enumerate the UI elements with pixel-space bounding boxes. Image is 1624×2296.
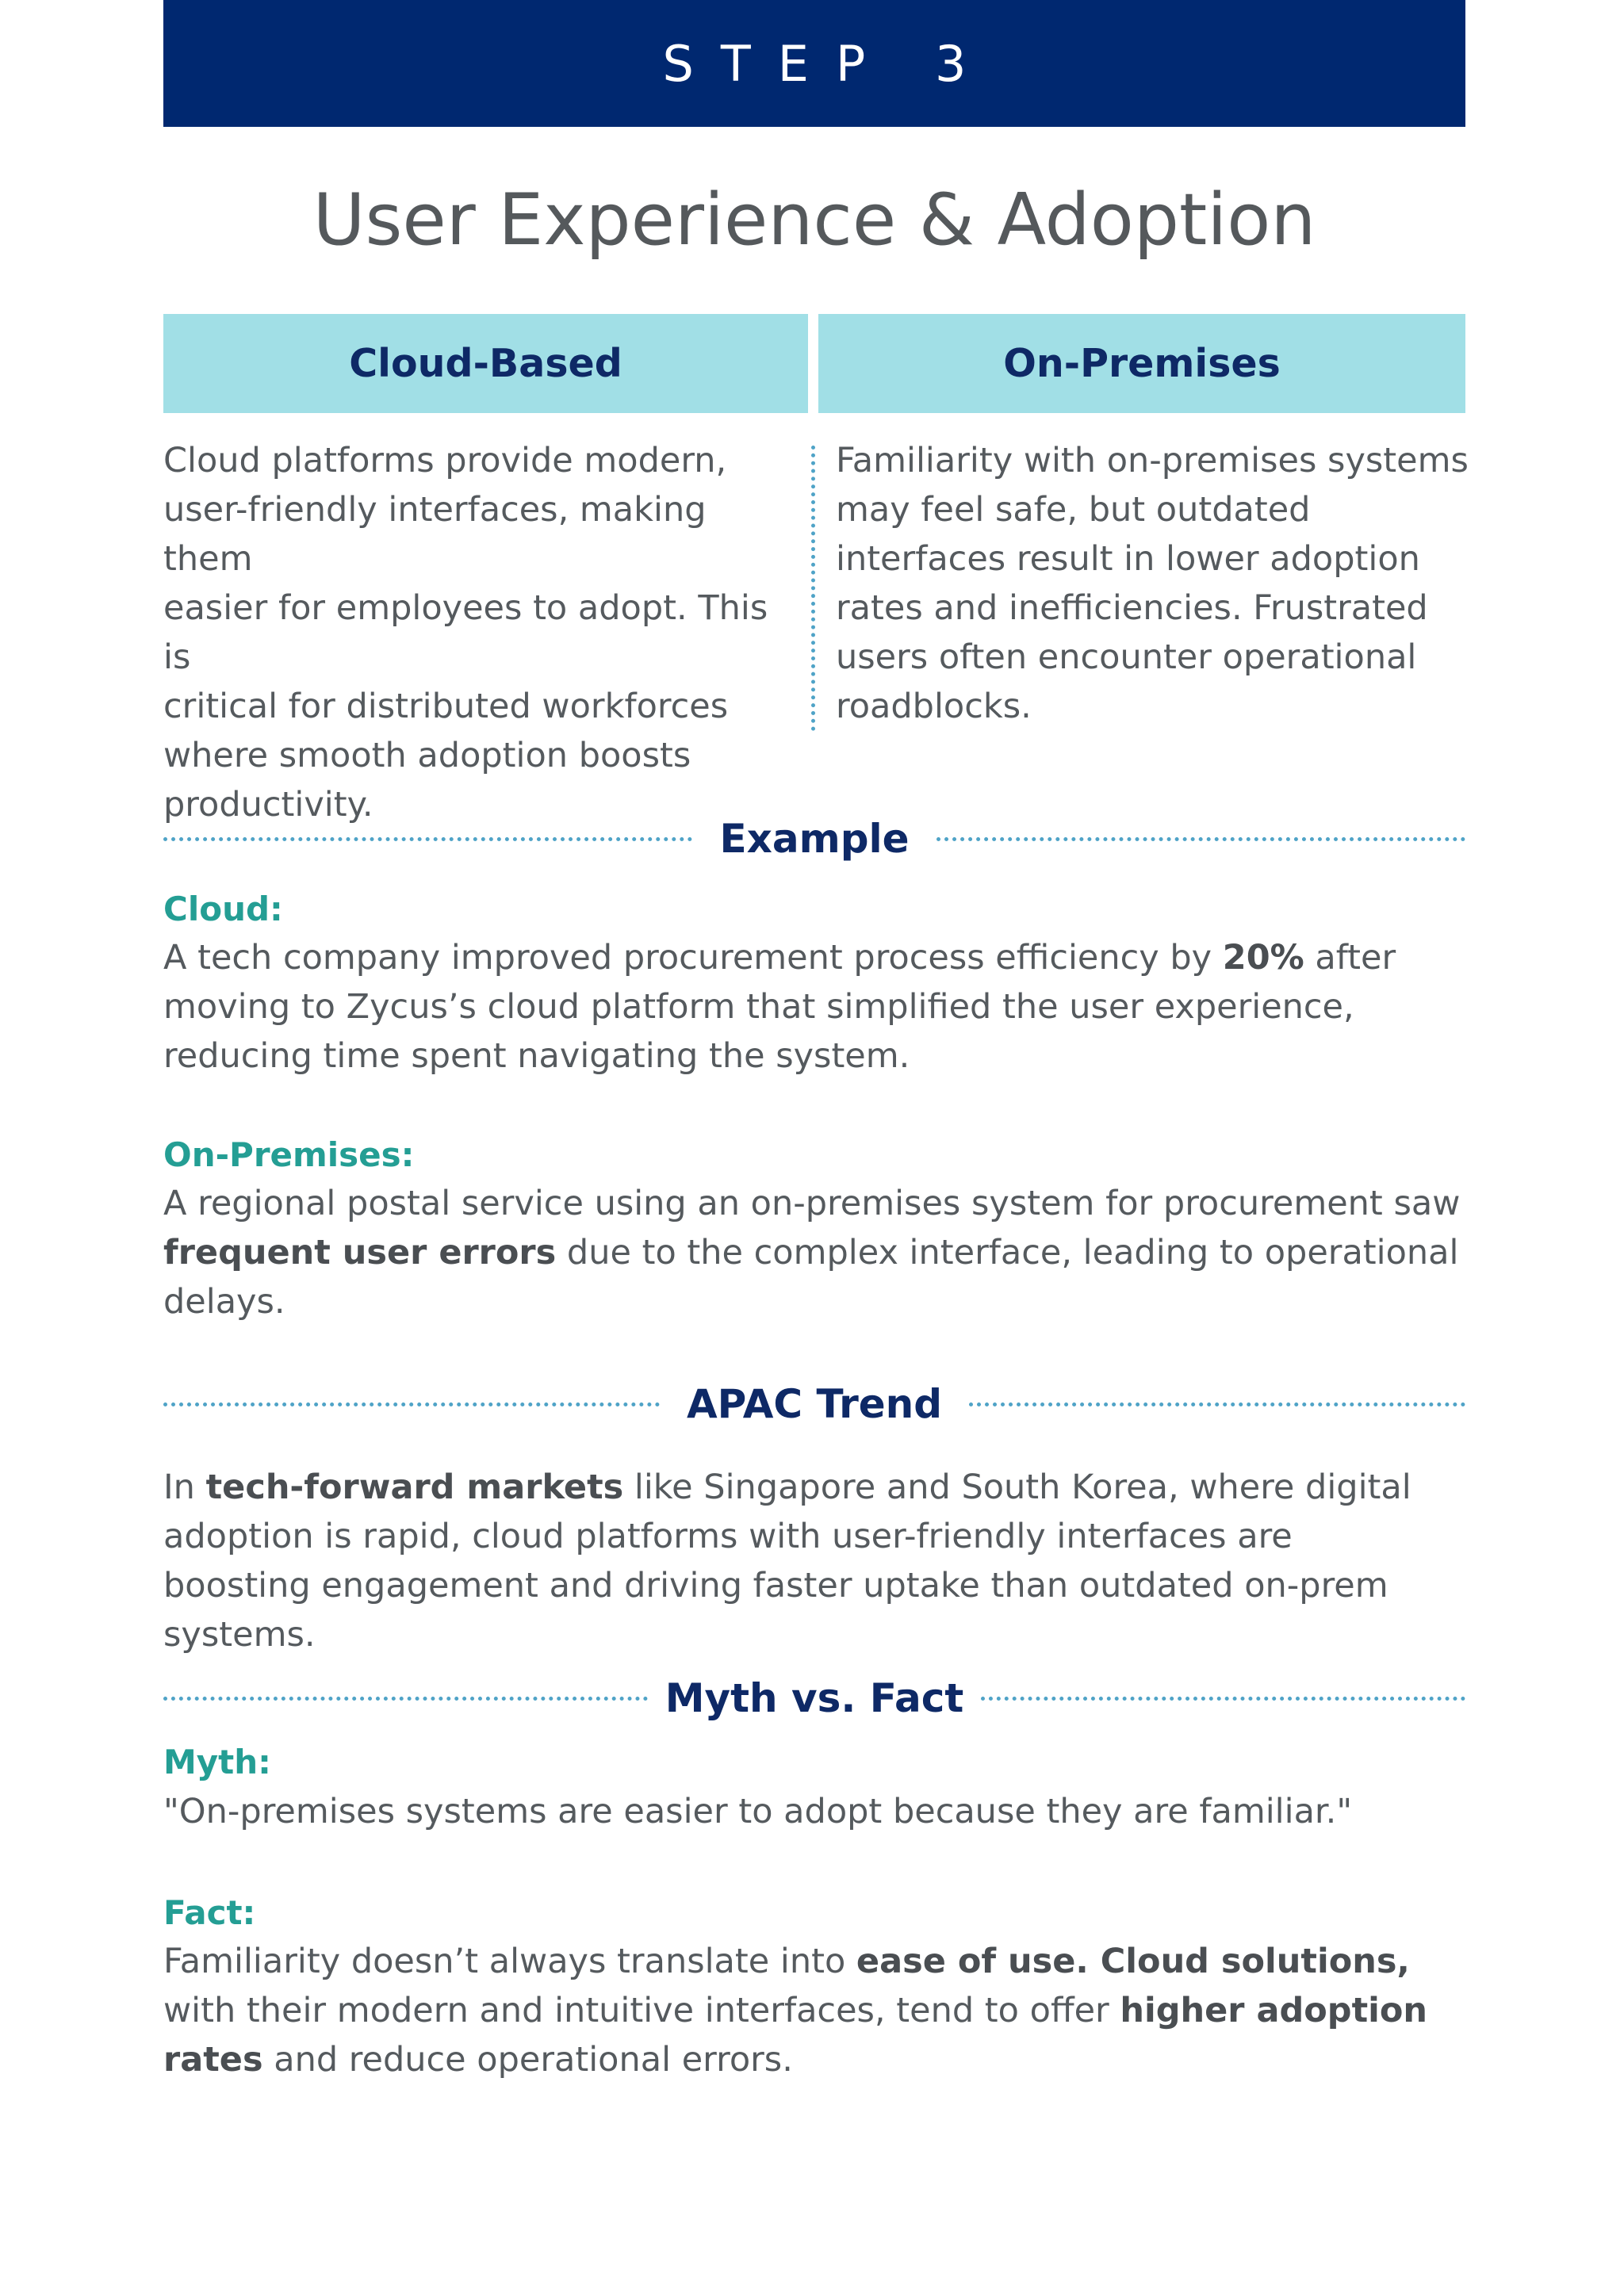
apac-trend-text-part: like Singapore and South Korea, where digital adoption is rapid, cloud platforms with user-friendly interfaces are boosting engagement and driving faster uptake than outdated on-prem systems. <box>163 1468 1411 1655</box>
fact-text-part: with their modern and intuitive interfaces, tend to offer <box>163 1991 1120 2030</box>
step-label: STEP 3 <box>662 34 994 93</box>
on-premises-description: Familiarity with on-premises systems may feel safe, but outdated interfaces result in lower adoption rates and inefficiencies. Frustrated users often encounter operational roadblocks. <box>836 441 1469 726</box>
page-title: User Experience & Adoption <box>312 178 1316 262</box>
cloud-example-text-part: after moving to Zycus’s cloud platform that simplified the user experience, reducing time spent navigating the system. <box>163 938 1396 1076</box>
fact-label: Fact: <box>163 1893 256 1932</box>
cloud-example-text-part: A tech company improved procurement process efficiency by <box>163 938 1223 978</box>
dotted-rule-right <box>969 1402 1465 1406</box>
cloud-based-header: Cloud-Based <box>163 314 808 413</box>
myth-fact-heading: Myth vs. Fact <box>665 1675 964 1721</box>
on-premises-header: On-Premises <box>818 314 1465 413</box>
example-heading: Example <box>719 816 910 862</box>
on-premises-example-text <box>163 1179 1480 1326</box>
myth-fact-section-heading <box>163 1667 1465 1730</box>
dotted-rule-left <box>163 837 692 841</box>
cloud-example-text <box>163 933 1496 1081</box>
apac-trend-text-part: In <box>163 1468 206 1507</box>
dotted-rule-left <box>163 1697 648 1701</box>
apac-trend-text <box>163 1463 1432 1659</box>
column-divider <box>811 446 815 731</box>
fact-text-part: Familiarity doesn’t always translate into <box>163 1942 856 1981</box>
on-premises-example-label: On-Premises: <box>163 1135 415 1174</box>
fact-text-part: and reduce operational errors. <box>262 2040 793 2080</box>
step-banner <box>163 0 1465 127</box>
on-premises-example-text-part: A regional postal service using an on-premises system for procurement saw <box>163 1184 1461 1223</box>
myth-text: "On-premises systems are easier to adopt because they are familiar." <box>163 1792 1353 1831</box>
on-premises-example-highlight: frequent user errors <box>163 1233 557 1272</box>
fact-text <box>163 1937 1488 2084</box>
fact-highlight: higher adoption rates <box>163 1991 1428 2080</box>
fact-highlight: ease of use. Cloud solutions, <box>856 1942 1410 1981</box>
dotted-rule-right <box>936 837 1465 841</box>
dotted-rule-left <box>163 1402 660 1406</box>
dotted-rule-right <box>981 1697 1465 1701</box>
myth-label: Myth: <box>163 1743 271 1781</box>
apac-heading: APAC Trend <box>686 1381 943 1427</box>
on-premises-example-text-part: due to the complex interface, leading to operational delays. <box>163 1233 1459 1322</box>
cloud-based-description: Cloud platforms provide modern, user-friendly interfaces, making them easier for employees to adopt. This is critical for distributed workforces where smooth adoption boosts productivity. <box>163 441 768 825</box>
cloud-example-highlight: 20% <box>1222 938 1304 978</box>
apac-trend-highlight: tech-forward markets <box>205 1468 624 1507</box>
cloud-example-label: Cloud: <box>163 890 283 928</box>
example-section-heading <box>163 807 1465 871</box>
apac-section-heading <box>163 1372 1465 1436</box>
